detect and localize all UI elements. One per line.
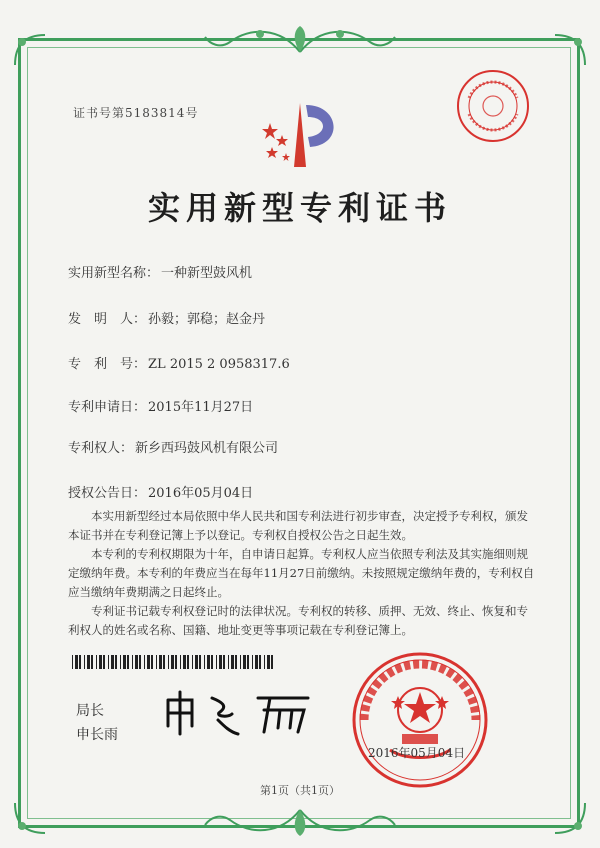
corner-ornament-icon — [550, 798, 590, 838]
field-label: 发 明 人： — [68, 312, 147, 327]
agent-seal-icon — [455, 68, 531, 144]
field-label: 实用新型名称： — [68, 266, 160, 281]
corner-ornament-icon — [550, 30, 590, 70]
field-label: 专利申请日： — [68, 400, 147, 415]
field-value: ZL 2015 2 0958317.6 — [148, 357, 290, 372]
top-ornament-icon — [200, 22, 400, 56]
issue-date: 2016年05月04日 — [368, 746, 466, 760]
field-value: 新乡西玛鼓风机有限公司 — [135, 441, 279, 456]
director-signature-icon — [158, 688, 318, 738]
field-patent-number — [68, 353, 290, 372]
body-paragraph: 专利证书记载专利权登记时的法律状况。专利权的转移、质押、无效、终止、恢复和专利权人的姓名或名称、国籍、地址变更等事项记载在专利登记簿上。 — [68, 604, 528, 637]
field-inventors — [68, 308, 265, 327]
body-paragraph: 本实用新型经过本局依照中华人民共和国专利法进行初步审查，决定授予专利权，颁发本证书并在专利登记簿上予以登记。专利权自授权公告之日起生效。 — [68, 509, 528, 542]
barcode-icon — [72, 655, 274, 669]
field-label: 专利权人： — [68, 441, 134, 456]
director-name: 申长雨 — [76, 727, 118, 743]
field-value: 2016年05月04日 — [148, 486, 254, 501]
field-value: 2015年11月27日 — [148, 400, 254, 415]
certificate-number: 证书号第5183814号 — [73, 106, 199, 120]
director-title: 局长 — [76, 703, 104, 719]
field-utility-model-name — [68, 262, 252, 281]
cnipa-logo-icon — [248, 95, 358, 175]
page-number: 第1页（共1页） — [260, 784, 340, 797]
field-grant-date — [68, 482, 253, 501]
certificate-title: 实用新型专利证书 — [147, 189, 452, 227]
field-patentee — [68, 437, 278, 456]
corner-ornament-icon — [10, 30, 50, 70]
field-application-date — [68, 396, 253, 415]
national-ip-seal-icon — [350, 650, 490, 790]
field-value: 一种新型鼓风机 — [161, 266, 253, 281]
corner-ornament-icon — [10, 798, 50, 838]
certificate-body — [68, 507, 538, 640]
field-value: 孙毅；郭稳；赵金丹 — [148, 312, 266, 327]
field-label: 授权公告日： — [68, 486, 147, 501]
field-label: 专 利 号： — [68, 357, 147, 372]
body-paragraph: 本专利的专利权期限为十年，自申请日起算。专利权人应当依照专利法及其实施细则规定缴纳年费。本专利的年费应当在每年11月27日前缴纳。未按照规定缴纳年费的，专利权自应当缴纳年费期满之日起终止。 — [68, 547, 535, 599]
bottom-ornament-icon — [200, 806, 400, 840]
